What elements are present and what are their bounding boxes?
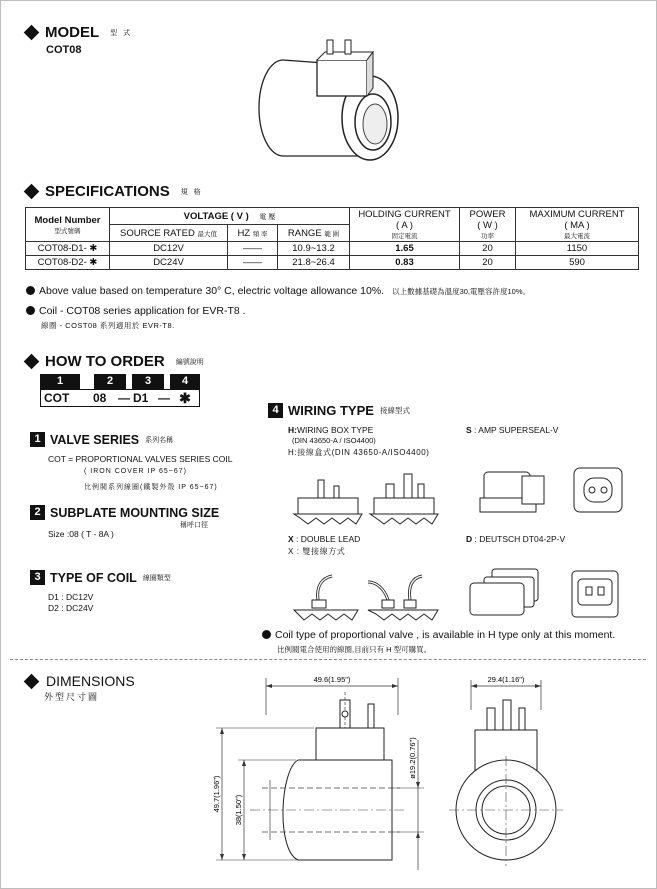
note-temperature: Above value based on temperature 30° C, electric voltage allowance 10%. 以上數據基礎為溫度30,電壓容許度10%。	[26, 285, 530, 297]
valve-series-title: 1 VALVE SERIES 系列名稱	[30, 432, 173, 447]
th-power: POWER ( W ) 功率	[460, 208, 516, 242]
subplate-title-cn: 稱呼口徑	[180, 522, 208, 529]
note-coil-cn: 線圈 - COST08 系列適用於 EVR-T8.	[41, 321, 175, 330]
diamond-icon	[24, 673, 40, 689]
wiring-h-label: H:WIRING BOX TYPE	[288, 425, 374, 435]
dim-body-label: 38(1.50")	[234, 794, 243, 826]
section-divider	[10, 659, 646, 660]
th-range: RANGE 範 圍	[278, 225, 350, 242]
wiring-d-label: D : DEUTSCH DT04-2P-V	[466, 534, 566, 544]
order-code-row: COT 08 — D1 — ✱	[40, 389, 200, 407]
dim-width-label: 49.6(1.95")	[313, 675, 351, 684]
valve-series-line1: COT = PROPORTIONAL VALVES SERIES COIL	[48, 454, 233, 464]
wiring-h-sub: (DIN 43650-A / ISO4400)	[292, 436, 376, 445]
th-voltage: VOLTAGE ( V ) 電 壓	[110, 208, 350, 225]
wiring-note-cn: 比例閥電合使用的線圈,目前只有 H 型可購買。	[277, 645, 432, 654]
coil-illustration	[245, 38, 425, 168]
wiring-h-cn: H:接線盒式(DIN 43650-A/ISO4400)	[288, 448, 430, 457]
model-heading: MODEL 型 式	[26, 24, 132, 41]
th-holding-current: HOLDING CURRENT ( A ) 固定電流	[350, 208, 460, 242]
specs-heading: SPECIFICATIONS 規 格	[26, 183, 203, 200]
valve-series-line3: 比例閥系列線圈(鐵製外殼 IP 65~67)	[84, 484, 218, 491]
dimension-front-drawing	[210, 670, 440, 875]
coil-type-title: 3 TYPE OF COIL 線圈類型	[30, 570, 171, 585]
coil-type-line1: D1 : DC12V	[48, 592, 94, 602]
wiring-x-label: X : DOUBLE LEAD	[288, 534, 361, 544]
wiring-h-drawing	[292, 470, 442, 530]
diamond-icon	[24, 25, 40, 41]
bullet-icon	[262, 630, 271, 639]
order-number-row: 1 2 3 4	[40, 374, 200, 389]
dimensions-heading: DIMENSIONS	[26, 673, 135, 689]
table-row: COT08-D1- ✱ DC12V —— 10.9~13.2 1.65 20 1150	[26, 242, 639, 256]
order-heading: HOW TO ORDER 編號說明	[26, 353, 204, 370]
wiring-x-cn: X : 雙接線方式	[288, 547, 346, 556]
diamond-icon	[24, 354, 40, 370]
th-hz: HZ 頻 率	[228, 225, 278, 242]
subplate-line1: Size :08 ( T - 8A )	[48, 529, 114, 539]
subplate-title: 2 SUBPLATE MOUNTING SIZE	[30, 505, 219, 520]
th-source-rated: SOURCE RATED 最大值	[110, 225, 228, 242]
valve-series-line2: ( IRON COVER IP 65~67)	[84, 468, 187, 475]
wiring-d-drawing	[462, 563, 632, 625]
bullet-icon	[26, 306, 35, 315]
table-row: COT08-D2- ✱ DC24V —— 21.8~26.4 0.83 20 590	[26, 256, 639, 270]
bullet-icon	[26, 286, 35, 295]
dimensions-heading-cn: 外型尺寸圖	[44, 692, 100, 702]
dim-height-label: 49.7(1.96")	[212, 775, 221, 813]
wiring-title: 4 WIRING TYPE 接線型式	[268, 403, 410, 418]
wiring-s-label: S : AMP SUPERSEAL-V	[466, 425, 559, 435]
diamond-icon	[24, 184, 40, 200]
coil-type-line2: D2 : DC24V	[48, 603, 94, 613]
th-model-number: Model Number 型式號碼	[26, 208, 110, 242]
dim-side-width-label: 29.4(1.16")	[487, 675, 525, 684]
dim-bore-label: ø19.2(0.76")	[408, 737, 417, 779]
wiring-x-drawing	[292, 566, 442, 626]
specs-table	[25, 207, 639, 270]
dimension-side-drawing	[445, 670, 565, 875]
model-code: COT08	[46, 44, 82, 56]
th-max-current: MAXIMUM CURRENT ( MA ) 最大電流	[516, 208, 639, 242]
note-coil: Coil - COT08 series application for EVR-T8 .	[26, 305, 246, 317]
order-code-box	[40, 374, 200, 407]
wiring-s-drawing	[478, 462, 628, 522]
wiring-note: Coil type of proportional valve , is available in H type only at this moment.	[262, 629, 615, 641]
